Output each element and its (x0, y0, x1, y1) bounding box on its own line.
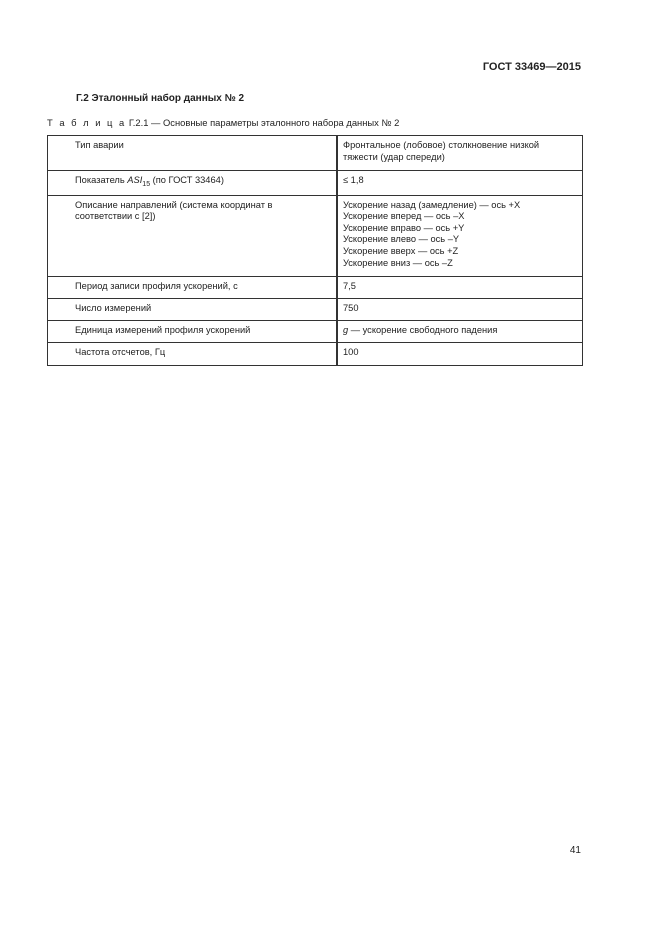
table-row-directions (47, 195, 583, 276)
period-value: 7,5 (337, 276, 583, 298)
crash-type-value: Фронтальное (лобовое) столкновение низкой тяжести (удар спереди) (337, 135, 583, 170)
document-standard-code: ГОСТ 33469—2015 (482, 61, 581, 73)
parameters-table (47, 135, 583, 366)
table-caption-text: Г.2.1 — Основные параметры эталонного набора данных № 2 (126, 117, 400, 128)
page-number: 41 (569, 845, 581, 856)
direction-line: Ускорение влево — ось –Y (343, 234, 460, 245)
asi-label-symbol: ASI (127, 175, 143, 185)
frequency-value: 100 (337, 342, 583, 366)
unit-description: — ускорение свободного падения (348, 324, 498, 335)
crash-type-label: Тип аварии (47, 135, 337, 170)
asi-label (47, 170, 337, 195)
directions-values (337, 195, 583, 276)
direction-line: Ускорение вперед — ось –X (343, 211, 465, 222)
asi-label-subscript: 15 (142, 181, 151, 188)
period-label: Период записи профиля ускорений, с (47, 276, 337, 298)
frequency-label: Частота отсчетов, Гц (47, 342, 337, 366)
asi-label-prefix: Показатель (75, 175, 128, 185)
count-value: 750 (337, 298, 583, 320)
table-row-frequency (47, 342, 583, 366)
table-caption (47, 117, 399, 128)
asi-value: ≤ 1,8 (337, 170, 583, 195)
directions-label: Описание направлений (система координат в соответствии с [2]) (47, 195, 337, 276)
unit-symbol: g (343, 324, 349, 335)
direction-line: Ускорение вниз — ось –Z (343, 257, 453, 268)
unit-value (337, 320, 583, 342)
table-row-unit (47, 320, 583, 342)
direction-line: Ускорение вверх — ось +Z (343, 245, 459, 256)
asi-label-suffix: (по ГОСТ 33464) (150, 175, 224, 185)
direction-line: Ускорение вправо — ось +Y (343, 222, 465, 233)
table-row-period (47, 276, 583, 298)
table-caption-word: Т а б л и ц а (47, 117, 127, 128)
unit-label: Единица измерений профиля ускорений (47, 320, 337, 342)
table-row-count (47, 298, 583, 320)
section-title: Г.2 Эталонный набор данных № 2 (76, 93, 245, 104)
table-row-asi (47, 170, 583, 195)
table-row-crash-type (47, 135, 583, 170)
direction-line: Ускорение назад (замедление) — ось +X (343, 199, 521, 210)
count-label: Число измерений (47, 298, 337, 320)
